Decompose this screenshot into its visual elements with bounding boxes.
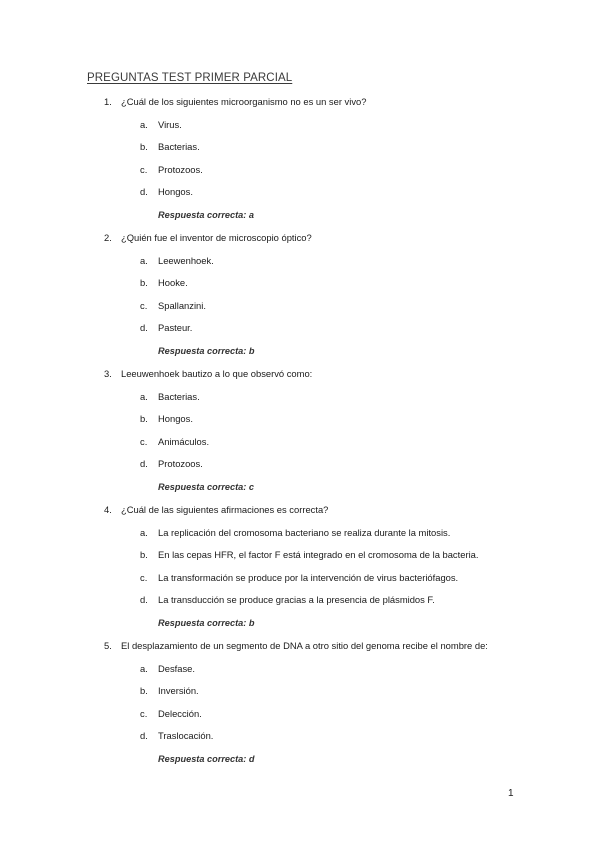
question-text: ¿Quién fue el inventor de microscopio óptico? bbox=[121, 232, 312, 243]
option-text: Leewenhoek. bbox=[158, 255, 214, 266]
option-1d bbox=[140, 186, 193, 198]
option-letter: c. bbox=[140, 436, 148, 447]
option-text: Bacterias. bbox=[158, 141, 200, 152]
option-text: En las cepas HFR, el factor F está integrado en el cromosoma de la bacteria. bbox=[158, 549, 479, 560]
option-text: Virus. bbox=[158, 119, 182, 130]
option-text: Traslocación. bbox=[158, 730, 214, 741]
option-letter: d. bbox=[140, 594, 148, 605]
option-1b bbox=[140, 141, 200, 153]
option-letter: d. bbox=[140, 322, 148, 333]
option-letter: a. bbox=[140, 527, 148, 538]
option-text: Desfase. bbox=[158, 663, 195, 674]
option-4d bbox=[140, 594, 435, 606]
option-5a bbox=[140, 663, 195, 675]
option-text: Hooke. bbox=[158, 277, 188, 288]
option-1a bbox=[140, 119, 182, 131]
option-text: Hongos. bbox=[158, 186, 193, 197]
option-letter: c. bbox=[140, 164, 148, 175]
option-5d bbox=[140, 730, 213, 742]
question-number: 5. bbox=[104, 640, 112, 651]
question-5 bbox=[104, 640, 488, 652]
option-text: Spallanzini. bbox=[158, 300, 206, 311]
question-number: 3. bbox=[104, 368, 112, 379]
question-3 bbox=[104, 368, 312, 380]
question-text: El desplazamiento de un segmento de DNA a otro sitio del genoma recibe el nombre de: bbox=[121, 640, 488, 651]
answer-2: Respuesta correcta: b bbox=[158, 346, 255, 356]
option-letter: d. bbox=[140, 458, 148, 469]
option-2b bbox=[140, 277, 188, 289]
option-5b bbox=[140, 685, 199, 697]
answer-4: Respuesta correcta: b bbox=[158, 618, 255, 628]
question-text: Leeuwenhoek bautizo a lo que observó como: bbox=[121, 368, 313, 379]
question-number: 1. bbox=[104, 96, 112, 107]
option-letter: b. bbox=[140, 277, 148, 288]
question-2 bbox=[104, 232, 312, 244]
question-number: 4. bbox=[104, 504, 112, 515]
document-title: PREGUNTAS TEST PRIMER PARCIAL bbox=[87, 72, 293, 84]
option-letter: a. bbox=[140, 391, 148, 402]
option-4c bbox=[140, 572, 458, 584]
option-3a bbox=[140, 391, 200, 403]
option-3c bbox=[140, 436, 209, 448]
option-text: Pasteur. bbox=[158, 322, 193, 333]
answer-3: Respuesta correcta: c bbox=[158, 482, 255, 492]
option-text: La replicación del cromosoma bacteriano se realiza durante la mitosis. bbox=[158, 527, 451, 538]
page-number: 1 bbox=[508, 788, 514, 799]
option-letter: b. bbox=[140, 141, 148, 152]
option-5c bbox=[140, 708, 202, 720]
option-letter: c. bbox=[140, 708, 148, 719]
option-letter: a. bbox=[140, 119, 148, 130]
option-2c bbox=[140, 300, 206, 312]
option-2a bbox=[140, 255, 214, 267]
option-text: La transformación se produce por la intervención de virus bacteriófagos. bbox=[158, 572, 459, 583]
question-number: 2. bbox=[104, 232, 112, 243]
question-4 bbox=[104, 504, 328, 516]
option-letter: c. bbox=[140, 572, 148, 583]
option-text: Inversión. bbox=[158, 685, 199, 696]
question-1 bbox=[104, 96, 366, 108]
option-letter: a. bbox=[140, 663, 148, 674]
option-1c bbox=[140, 164, 203, 176]
option-text: Bacterias. bbox=[158, 391, 200, 402]
option-letter: d. bbox=[140, 186, 148, 197]
option-letter: b. bbox=[140, 413, 148, 424]
option-text: La transducción se produce gracias a la presencia de plásmidos F. bbox=[158, 594, 435, 605]
option-text: Hongos. bbox=[158, 413, 193, 424]
option-4b bbox=[140, 549, 478, 561]
option-letter: c. bbox=[140, 300, 148, 311]
option-text: Protozoos. bbox=[158, 164, 203, 175]
question-text: ¿Cuál de los siguientes microorganismo no es un ser vivo? bbox=[121, 96, 367, 107]
option-text: Animáculos. bbox=[158, 436, 210, 447]
option-text: Protozoos. bbox=[158, 458, 203, 469]
option-3b bbox=[140, 413, 193, 425]
option-letter: d. bbox=[140, 730, 148, 741]
question-text: ¿Cuál de las siguientes afirmaciones es correcta? bbox=[121, 504, 329, 515]
option-letter: b. bbox=[140, 685, 148, 696]
option-letter: a. bbox=[140, 255, 148, 266]
option-letter: b. bbox=[140, 549, 148, 560]
option-3d bbox=[140, 458, 203, 470]
answer-5: Respuesta correcta: d bbox=[158, 754, 255, 764]
option-text: Delección. bbox=[158, 708, 202, 719]
option-4a bbox=[140, 527, 450, 539]
answer-1: Respuesta correcta: a bbox=[158, 210, 255, 220]
option-2d bbox=[140, 322, 192, 334]
